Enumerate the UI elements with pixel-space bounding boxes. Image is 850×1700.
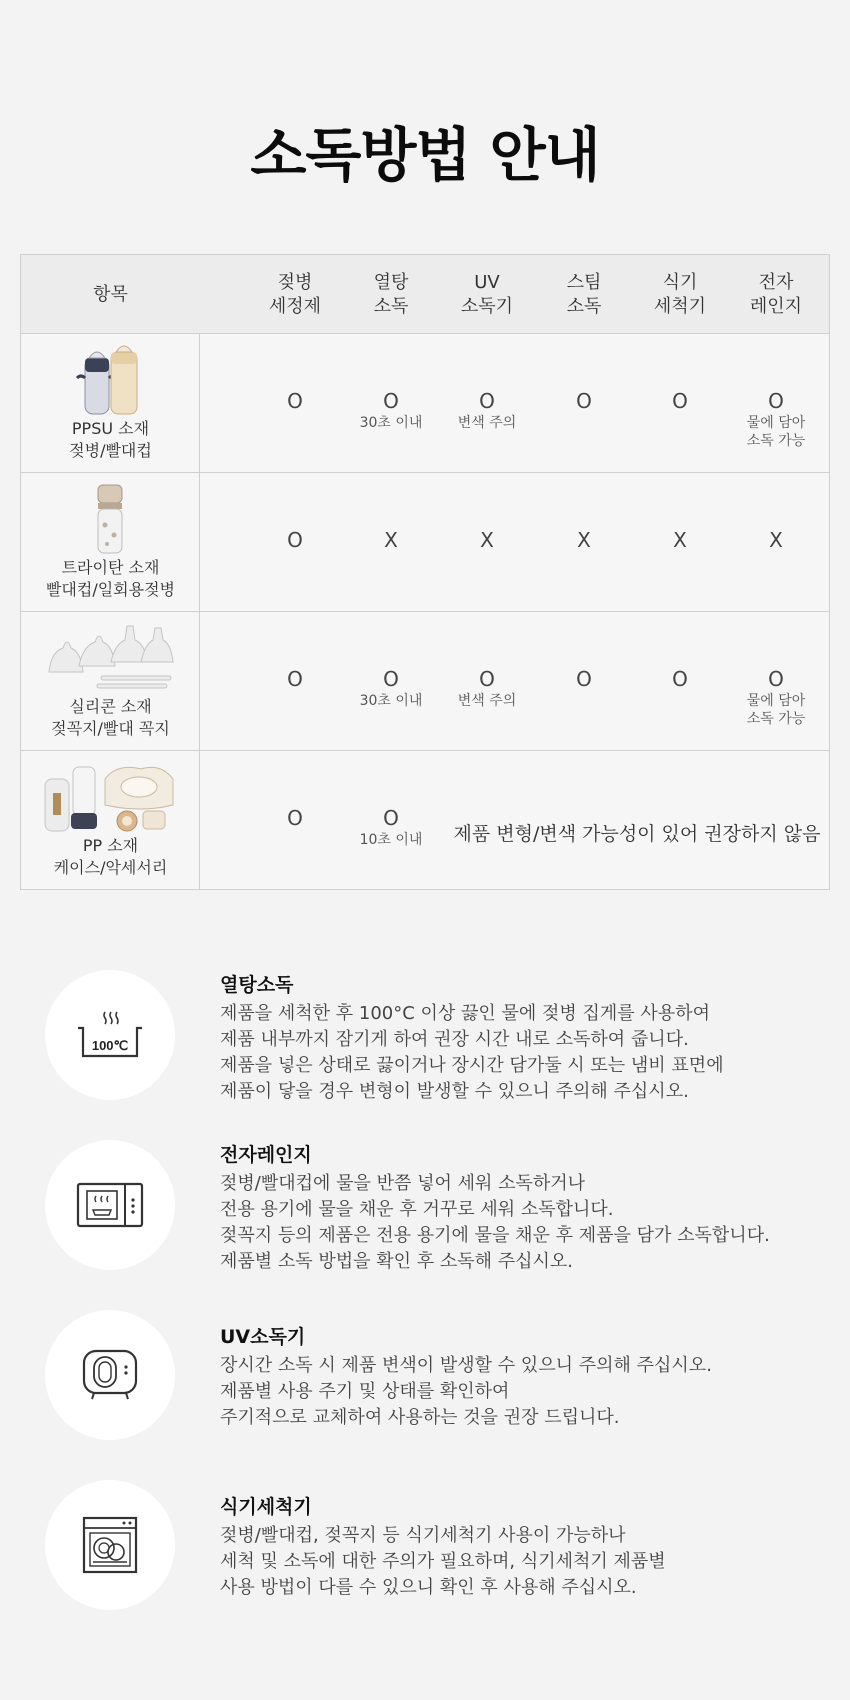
cell-mark: O xyxy=(479,389,495,413)
cell-mark: O xyxy=(479,667,495,691)
method-title: 열탕소독 xyxy=(220,974,294,996)
cell-note: 30초 이내 xyxy=(359,693,423,709)
cell-mark: O xyxy=(672,667,688,691)
cell-note: 물에 담아 소독 가능 xyxy=(746,415,806,449)
cell-microwave xyxy=(728,529,824,551)
method-line: 장시간 소독 시 제품 변색이 발생할 수 있으니 주의해 주십시오. xyxy=(220,1355,712,1376)
uv-sterilizer-icon xyxy=(80,1347,140,1403)
cell-bottle-cleanser xyxy=(247,668,343,692)
cell-mark: O xyxy=(576,389,592,413)
header-dishwasher: 식기 세척기 xyxy=(653,271,707,317)
cell-steam xyxy=(536,529,632,551)
method-line: 전용 용기에 물을 채운 후 거꾸로 세워 소독합니다. xyxy=(220,1199,614,1220)
method-line: 제품 내부까지 잠기게 하여 권장 시간 내로 소독하여 줍니다. xyxy=(220,1029,689,1050)
cell-mark: O xyxy=(287,667,303,691)
ppsu-bottles-image xyxy=(41,344,180,416)
cell-mark: X xyxy=(769,528,783,552)
method-dishwasher xyxy=(0,1480,850,1630)
cell-note: 물에 담아 소독 가능 xyxy=(746,693,806,727)
item-cell xyxy=(21,751,200,890)
item-cell xyxy=(21,334,200,473)
cell-note: 변색 주의 xyxy=(457,693,517,709)
table-row xyxy=(21,334,829,473)
cell-boiling xyxy=(343,668,439,710)
cell-note: 변색 주의 xyxy=(457,415,517,431)
boiling-temp-text: 100℃ xyxy=(91,1038,129,1053)
cell-bottle-cleanser xyxy=(247,807,343,831)
cell-note: 30초 이내 xyxy=(359,415,423,431)
method-line: 젖병/빨대컵에 물을 반쯤 넣어 세워 소독하거나 xyxy=(220,1173,586,1194)
cell-bottle-cleanser xyxy=(247,390,343,414)
cell-mark: X xyxy=(673,528,687,552)
cell-dishwasher xyxy=(632,390,728,414)
method-title: UV소독기 xyxy=(220,1326,306,1348)
cell-mark: O xyxy=(287,389,303,413)
tritan-bottle-image xyxy=(41,483,180,555)
method-description xyxy=(220,1523,820,1601)
method-icon-circle xyxy=(45,970,175,1100)
method-title: 식기세척기 xyxy=(220,1496,312,1518)
method-line: 제품별 소독 방법을 확인 후 소독해 주십시오. xyxy=(220,1251,574,1272)
cell-mark: X xyxy=(480,528,494,552)
cell-uv xyxy=(439,668,535,710)
method-icon-circle xyxy=(45,1310,175,1440)
dishwasher-icon xyxy=(80,1514,140,1576)
header-item: 항목 xyxy=(93,283,128,305)
table-header xyxy=(21,255,829,334)
cell-mark: O xyxy=(768,389,784,413)
cell-mark: O xyxy=(287,806,303,830)
cell-microwave xyxy=(728,390,824,450)
cell-steam xyxy=(536,390,632,414)
item-label: 트라이탄 소재 빨대컵/일회용젖병 xyxy=(45,558,176,599)
method-title: 전자레인지 xyxy=(220,1144,312,1166)
cell-mark: O xyxy=(383,806,399,830)
method-line: 제품이 닿을 경우 변형이 발생할 수 있으니 주의해 주십시오. xyxy=(220,1081,689,1102)
item-cell xyxy=(21,612,200,751)
method-line: 주기적으로 교체하여 사용하는 것을 권장 드립니다. xyxy=(220,1407,620,1428)
header-uv: UV 소독기 xyxy=(460,271,514,317)
cell-note: 10초 이내 xyxy=(359,832,423,848)
method-description xyxy=(220,1001,820,1105)
cell-mark: X xyxy=(384,528,398,552)
sterilization-table xyxy=(20,254,830,890)
cell-mark: O xyxy=(287,528,303,552)
cell-dishwasher xyxy=(632,668,728,692)
cell-mark: O xyxy=(383,389,399,413)
cell-dishwasher xyxy=(632,529,728,551)
cell-mark: O xyxy=(383,667,399,691)
cell-mark: O xyxy=(576,667,592,691)
cell-steam xyxy=(536,668,632,692)
method-description xyxy=(220,1171,820,1275)
cell-boiling xyxy=(343,807,439,849)
method-line: 제품별 사용 주기 및 상태를 확인하여 xyxy=(220,1381,510,1402)
cell-mark: O xyxy=(672,389,688,413)
cell-microwave xyxy=(728,668,824,728)
table-row xyxy=(21,473,829,612)
header-microwave: 전자 레인지 xyxy=(749,271,803,317)
item-label: 실리콘 소재 젖꼭지/빨대 꼭지 xyxy=(51,697,170,738)
method-line: 제품을 세척한 후 100°C 이상 끓인 물에 젖병 집게를 사용하여 xyxy=(220,1003,710,1024)
microwave-icon xyxy=(75,1180,145,1230)
cell-boiling xyxy=(343,390,439,432)
cell-boiling xyxy=(343,529,439,551)
item-label: PPSU 소재 젖병/빨대컵 xyxy=(69,419,152,460)
method-uv xyxy=(0,1310,850,1460)
method-boiling xyxy=(0,970,850,1120)
method-line: 세척 및 소독에 대한 주의가 필요하며, 식기세척기 제품별 xyxy=(220,1551,666,1572)
method-line: 젖꼭지 등의 제품은 전용 용기에 물을 채운 후 제품을 담가 소독합니다. xyxy=(220,1225,770,1246)
method-icon-circle xyxy=(45,1480,175,1610)
method-line: 젖병/빨대컵, 젖꼭지 등 식기세척기 사용이 가능하나 xyxy=(220,1525,626,1546)
item-label: PP 소재 케이스/악세서리 xyxy=(53,836,168,877)
item-cell xyxy=(21,473,200,612)
cell-mark: O xyxy=(768,667,784,691)
cell-mark: X xyxy=(577,528,591,552)
pp-accessories-image xyxy=(41,761,180,833)
method-icon-circle xyxy=(45,1140,175,1270)
header-steam: 스팀 소독 xyxy=(566,271,602,317)
table-row xyxy=(21,612,829,751)
silicone-nipples-image xyxy=(41,622,180,694)
boiling-pot-icon xyxy=(75,1010,145,1060)
method-description xyxy=(220,1353,820,1431)
header-bottle-cleanser: 젖병 세정제 xyxy=(268,271,322,317)
cell-bottle-cleanser xyxy=(247,529,343,551)
page-title: 소독방법 안내 xyxy=(250,121,600,189)
method-line: 제품을 넣은 상태로 끓이거나 장시간 담가둘 시 또는 냄비 표면에 xyxy=(220,1055,724,1076)
table-row xyxy=(21,751,829,890)
cell-uv xyxy=(439,529,535,551)
cell-uv xyxy=(439,390,535,432)
method-microwave xyxy=(0,1140,850,1290)
header-boiling: 열탕 소독 xyxy=(373,271,409,317)
not-recommended-note: 제품 변형/변색 가능성이 있어 권장하지 않음 xyxy=(453,823,821,845)
method-line: 사용 방법이 다를 수 있으니 확인 후 사용해 주십시오. xyxy=(220,1577,637,1598)
